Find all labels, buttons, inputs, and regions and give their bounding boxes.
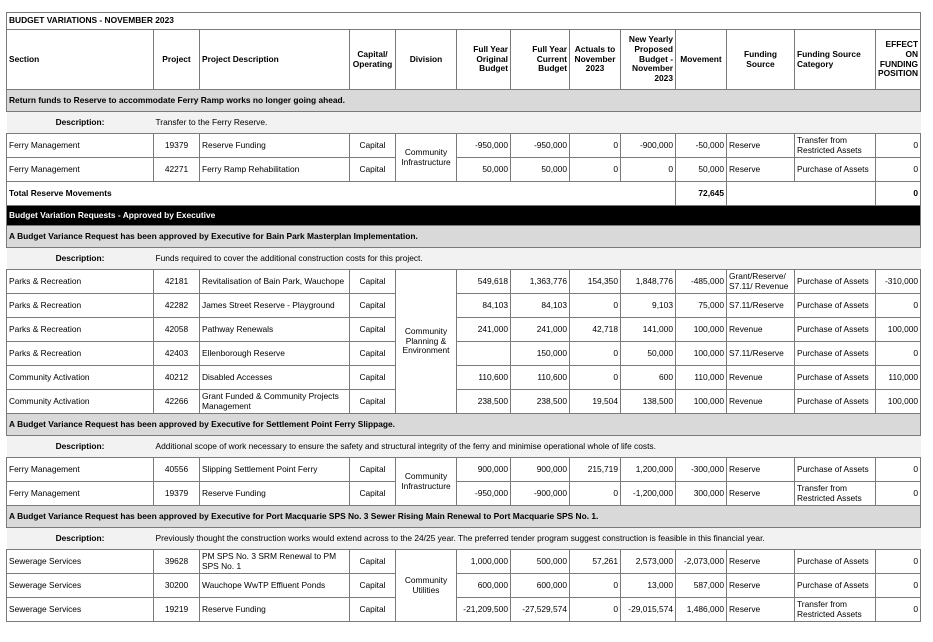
row-movement: 75,000 [676,294,727,318]
row-new-budget: -29,015,574 [621,598,676,622]
total-effect: 0 [876,182,921,206]
row-description: Revitalisation of Bain Park, Wauchope [200,270,350,294]
row-capital-operating: Capital [350,270,396,294]
row-new-budget: 141,000 [621,318,676,342]
header-full-year-current: Full Year Current Budget [511,30,570,90]
group-heading-row [7,506,921,528]
row-movement: 100,000 [676,390,727,414]
row-movement: 300,000 [676,482,727,506]
table-row [7,158,921,182]
row-funding-source: Reserve [727,482,795,506]
group-sewer-rising-main [7,506,921,622]
row-project: 42181 [154,270,200,294]
row-section: Community Activation [7,390,154,414]
table-row [7,458,921,482]
row-capital-operating: Capital [350,458,396,482]
description-row [7,112,921,134]
row-current-budget: 241,000 [511,318,570,342]
row-capital-operating: Capital [350,482,396,506]
table-row [7,270,921,294]
row-effect: 0 [876,158,921,182]
row-funding-source: Reserve [727,134,795,158]
header-new-yearly: New Yearly Proposed Budget - November 2023 [621,30,676,90]
row-description: Grant Funded & Community Projects Management [200,390,350,414]
table-row [7,550,921,574]
row-actuals: 0 [570,366,621,390]
row-section: Parks & Recreation [7,294,154,318]
row-current-budget: 900,000 [511,458,570,482]
row-capital-operating: Capital [350,294,396,318]
row-movement: 100,000 [676,342,727,366]
row-funding-category: Purchase of Assets [795,294,876,318]
row-effect: 0 [876,134,921,158]
row-funding-category: Purchase of Assets [795,270,876,294]
row-funding-source: Revenue [727,318,795,342]
row-description: Slipping Settlement Point Ferry [200,458,350,482]
row-movement: 1,486,000 [676,598,727,622]
row-original-budget [457,342,511,366]
row-project: 39628 [154,550,200,574]
row-original-budget: 549,618 [457,270,511,294]
table-row [7,390,921,414]
row-project: 42271 [154,158,200,182]
row-new-budget: -1,200,000 [621,482,676,506]
row-funding-source: Reserve [727,458,795,482]
header-movement: Movement [676,30,727,90]
row-current-budget: 1,363,776 [511,270,570,294]
row-effect: 0 [876,574,921,598]
row-current-budget: 600,000 [511,574,570,598]
description-label: Description: [7,436,154,458]
row-original-budget: 241,000 [457,318,511,342]
row-funding-category: Purchase of Assets [795,458,876,482]
row-funding-source: Reserve [727,598,795,622]
row-project: 40556 [154,458,200,482]
row-funding-category: Purchase of Assets [795,390,876,414]
row-movement: -485,000 [676,270,727,294]
row-current-budget: -950,000 [511,134,570,158]
row-original-budget: 110,600 [457,366,511,390]
group-heading-row [7,414,921,436]
description-text: Transfer to the Ferry Reserve. [154,112,921,134]
group-bain-park [7,226,921,414]
row-description: Disabled Accesses [200,366,350,390]
row-effect: 0 [876,482,921,506]
row-capital-operating: Capital [350,318,396,342]
row-movement: 110,000 [676,366,727,390]
row-description: James Street Reserve - Playground [200,294,350,318]
row-original-budget: -21,209,500 [457,598,511,622]
row-section: Ferry Management [7,134,154,158]
row-current-budget: 500,000 [511,550,570,574]
row-capital-operating: Capital [350,550,396,574]
row-funding-category: Transfer from Restricted Assets [795,134,876,158]
row-current-budget: -27,529,574 [511,598,570,622]
table-row [7,342,921,366]
description-row [7,248,921,270]
row-original-budget: -950,000 [457,482,511,506]
row-current-budget: 110,600 [511,366,570,390]
header-funding-source-category: Funding Source Category [795,30,876,90]
row-funding-source: Revenue [727,366,795,390]
row-actuals: 0 [570,598,621,622]
row-original-budget: 84,103 [457,294,511,318]
row-new-budget: 9,103 [621,294,676,318]
table-row [7,294,921,318]
row-capital-operating: Capital [350,598,396,622]
row-current-budget: 50,000 [511,158,570,182]
row-movement: -2,073,000 [676,550,727,574]
row-capital-operating: Capital [350,390,396,414]
row-funding-category: Transfer from Restricted Assets [795,598,876,622]
row-new-budget: 1,200,000 [621,458,676,482]
row-description: PM SPS No. 3 SRM Renewal to PM SPS No. 1 [200,550,350,574]
row-project: 40212 [154,366,200,390]
row-capital-operating: Capital [350,342,396,366]
row-actuals: 0 [570,158,621,182]
table-row [7,134,921,158]
row-funding-category: Purchase of Assets [795,318,876,342]
description-label: Description: [7,112,154,134]
group-heading-row [7,90,921,112]
description-row [7,436,921,458]
row-description: Ellenborough Reserve [200,342,350,366]
title-row [7,13,921,30]
document-title: BUDGET VARIATIONS - NOVEMBER 2023 [7,13,921,30]
row-section: Sewerage Services [7,550,154,574]
row-funding-source: S7.11/Reserve [727,342,795,366]
header-actuals: Actuals to November 2023 [570,30,621,90]
total-reserve-row [7,182,921,206]
row-description: Reserve Funding [200,134,350,158]
row-project: 42282 [154,294,200,318]
row-funding-category: Purchase of Assets [795,342,876,366]
row-movement: 100,000 [676,318,727,342]
row-actuals: 57,261 [570,550,621,574]
budget-variations-table [6,12,921,622]
row-project: 19379 [154,134,200,158]
group-heading: Return funds to Reserve to accommodate Ferry Ramp works no longer going ahead. [7,90,921,112]
group-heading-row [7,226,921,248]
row-new-budget: 0 [621,158,676,182]
row-actuals: 42,718 [570,318,621,342]
row-funding-source: S7.11/Reserve [727,294,795,318]
table-row [7,598,921,622]
header-row [7,30,921,90]
row-section: Ferry Management [7,482,154,506]
row-section: Sewerage Services [7,598,154,622]
row-division: Community Utilities [396,550,457,622]
row-project: 42266 [154,390,200,414]
approved-banner-row [7,206,921,226]
table-row [7,318,921,342]
row-capital-operating: Capital [350,158,396,182]
row-original-budget: 1,000,000 [457,550,511,574]
header-division: Division [396,30,457,90]
row-section: Sewerage Services [7,574,154,598]
description-label: Description: [7,528,154,550]
row-section: Parks & Recreation [7,270,154,294]
total-label: Total Reserve Movements [7,182,676,206]
description-text: Additional scope of work necessary to ensure the safety and structural integrity of the ferry and minimise operational whole of life costs. [154,436,921,458]
description-text: Previously thought the construction works would extend across to the 24/25 year. The preferred tender program suggest construction is feasible in this financial year. [154,528,921,550]
row-section: Parks & Recreation [7,318,154,342]
row-project: 19219 [154,598,200,622]
row-actuals: 154,350 [570,270,621,294]
description-text: Funds required to cover the additional construction costs for this project. [154,248,921,270]
row-section: Ferry Management [7,158,154,182]
row-new-budget: 2,573,000 [621,550,676,574]
row-description: Reserve Funding [200,598,350,622]
row-original-budget: -950,000 [457,134,511,158]
group-heading: A Budget Variance Request has been approved by Executive for Bain Park Masterplan Implementation. [7,226,921,248]
row-funding-category: Purchase of Assets [795,574,876,598]
row-capital-operating: Capital [350,574,396,598]
row-description: Pathway Renewals [200,318,350,342]
row-funding-source: Reserve [727,574,795,598]
budget-variations-document [6,12,920,622]
row-actuals: 0 [570,574,621,598]
header-section: Section [7,30,154,90]
row-capital-operating: Capital [350,366,396,390]
row-current-budget: -900,000 [511,482,570,506]
header-funding-source: Funding Source [727,30,795,90]
row-effect: 0 [876,598,921,622]
row-actuals: 215,719 [570,458,621,482]
row-section: Ferry Management [7,458,154,482]
total-movement: 72,645 [676,182,727,206]
table-row [7,574,921,598]
row-section: Community Activation [7,366,154,390]
row-movement: -50,000 [676,134,727,158]
row-new-budget: 138,500 [621,390,676,414]
group-settlement-point-ferry [7,414,921,506]
row-effect: 110,000 [876,366,921,390]
row-effect: -310,000 [876,270,921,294]
group-ferry-reserve [7,90,921,182]
row-current-budget: 150,000 [511,342,570,366]
row-actuals: 0 [570,342,621,366]
row-new-budget: -900,000 [621,134,676,158]
description-row [7,528,921,550]
row-division: Community Planning & Environment [396,270,457,414]
row-funding-category: Transfer from Restricted Assets [795,482,876,506]
row-new-budget: 1,848,776 [621,270,676,294]
row-original-budget: 900,000 [457,458,511,482]
row-original-budget: 50,000 [457,158,511,182]
row-actuals: 0 [570,294,621,318]
row-effect: 100,000 [876,390,921,414]
row-actuals: 19,504 [570,390,621,414]
row-effect: 0 [876,550,921,574]
row-effect: 0 [876,294,921,318]
row-effect: 0 [876,342,921,366]
row-division: Community Infrastructure [396,134,457,182]
row-funding-category: Purchase of Assets [795,550,876,574]
row-current-budget: 238,500 [511,390,570,414]
row-project: 19379 [154,482,200,506]
row-original-budget: 600,000 [457,574,511,598]
row-current-budget: 84,103 [511,294,570,318]
row-movement: 50,000 [676,158,727,182]
row-division: Community Infrastructure [396,458,457,506]
row-original-budget: 238,500 [457,390,511,414]
row-funding-source: Revenue [727,390,795,414]
header-capital-operating: Capital/ Operating [350,30,396,90]
description-label: Description: [7,248,154,270]
row-section: Parks & Recreation [7,342,154,366]
header-project-description: Project Description [200,30,350,90]
row-funding-category: Purchase of Assets [795,158,876,182]
row-project: 30200 [154,574,200,598]
row-movement: 587,000 [676,574,727,598]
row-effect: 100,000 [876,318,921,342]
table-row [7,366,921,390]
group-heading: A Budget Variance Request has been approved by Executive for Settlement Point Ferry Slippage. [7,414,921,436]
row-new-budget: 600 [621,366,676,390]
row-funding-source: Reserve [727,158,795,182]
row-description: Ferry Ramp Rehabilitation [200,158,350,182]
row-description: Reserve Funding [200,482,350,506]
table-row [7,482,921,506]
row-funding-category: Purchase of Assets [795,366,876,390]
approved-banner: Budget Variation Requests - Approved by Executive [7,206,921,226]
row-new-budget: 13,000 [621,574,676,598]
row-capital-operating: Capital [350,134,396,158]
row-funding-source: Grant/Reserve/ S7.11/ Revenue [727,270,795,294]
row-new-budget: 50,000 [621,342,676,366]
row-description: Wauchope WwTP Effluent Ponds [200,574,350,598]
row-actuals: 0 [570,482,621,506]
row-project: 42058 [154,318,200,342]
row-actuals: 0 [570,134,621,158]
row-project: 42403 [154,342,200,366]
row-movement: -300,000 [676,458,727,482]
row-funding-source: Reserve [727,550,795,574]
header-effect: EFFECT ON FUNDING POSITION [876,30,921,90]
header-full-year-original: Full Year Original Budget [457,30,511,90]
row-effect: 0 [876,458,921,482]
header-project: Project [154,30,200,90]
group-heading: A Budget Variance Request has been approved by Executive for Port Macquarie SPS No. 3 Sewer Rising Main Renewal to Port Macquarie SPS No. 1. [7,506,921,528]
